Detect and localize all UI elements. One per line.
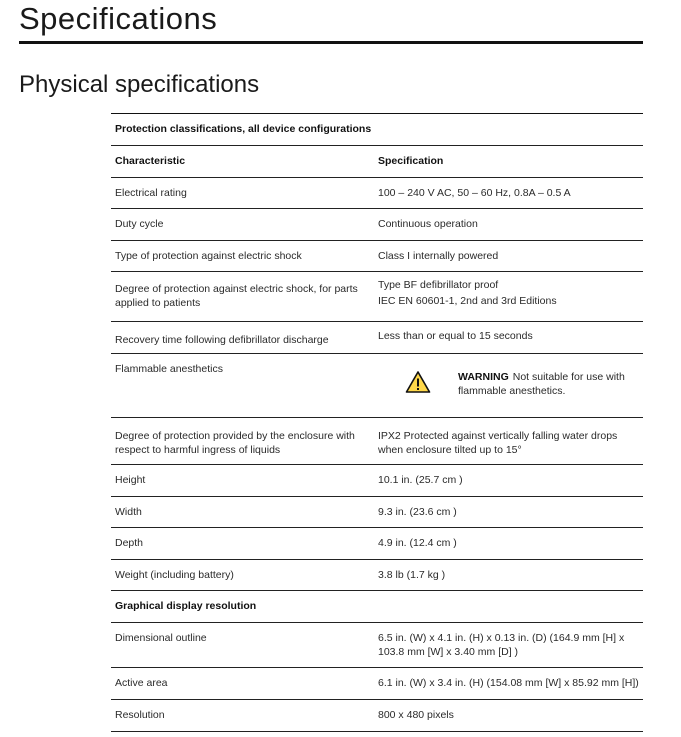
table-row: [111, 528, 643, 560]
row-specification: 3.8 lb (1.7 kg ): [378, 569, 446, 581]
group-title-protection: Protection classifications, all device configurations: [115, 123, 372, 135]
row-specification: 6.1 in. (W) x 3.4 in. (H) (154.08 mm [W] x 85.92 mm [H]): [378, 677, 639, 689]
group-title-display: Graphical display resolution: [115, 600, 257, 612]
row-characteristic: Flammable anesthetics: [115, 363, 223, 375]
row-characteristic: Degree of protection provided by the enclosure with respect to harmful ingress of liquids: [115, 430, 355, 456]
warning-message: [458, 370, 638, 398]
section-title: Physical specifications: [19, 71, 260, 98]
row-characteristic: Weight (including battery): [115, 569, 234, 581]
warning-text: Not suitable for use with flammable anesthetics.: [458, 371, 625, 397]
row-characteristic: Recovery time following defibrillator discharge: [115, 334, 329, 346]
table-row: [111, 418, 643, 465]
table-row: [111, 623, 643, 668]
title-rule: [19, 41, 643, 44]
header-characteristic: Characteristic: [115, 155, 186, 167]
warning-label: WARNING: [458, 371, 509, 383]
table-row: [111, 178, 643, 209]
row-characteristic: Width: [115, 506, 142, 518]
table-row: [111, 560, 643, 591]
row-specification: 10.1 in. (25.7 cm ): [378, 474, 463, 486]
row-characteristic: Depth: [115, 537, 144, 549]
spec-line-2: IEC EN 60601-1, 2nd and 3rd Editions: [378, 295, 557, 307]
header-specification: Specification: [378, 155, 444, 167]
table-row: [111, 700, 643, 732]
row-specification: 6.5 in. (W) x 4.1 in. (H) x 0.13 in. (D) (164.9 mm [H] x 103.8 mm [W] x 3.40 mm [D] ): [378, 632, 625, 658]
row-specification: 4.9 in. (12.4 cm ): [378, 537, 457, 549]
row-characteristic: Active area: [115, 677, 168, 689]
table-row: [111, 209, 643, 241]
table-row: [111, 241, 643, 272]
table-row: [111, 465, 643, 497]
page-title: Specifications: [19, 1, 218, 36]
row-specification: Continuous operation: [378, 218, 478, 230]
table-row: [111, 497, 643, 528]
table-row: [111, 272, 643, 322]
row-characteristic: Degree of protection against electric shock, for parts applied to patients: [115, 283, 358, 309]
row-characteristic: Resolution: [115, 709, 165, 721]
row-specification: 800 x 480 pixels: [378, 709, 454, 721]
row-characteristic: Dimensional outline: [115, 632, 207, 644]
row-specification: IPX2 Protected against vertically falling water drops when enclosure tilted up to 15°: [378, 430, 618, 456]
row-characteristic: Electrical rating: [115, 187, 187, 199]
table-row-warning: [111, 354, 643, 418]
row-specification: Less than or equal to 15 seconds: [378, 330, 533, 342]
row-specification: [378, 278, 640, 308]
row-specification: 100 – 240 V AC, 50 – 60 Hz, 0.8A – 0.5 A: [378, 187, 571, 199]
row-specification: 9.3 in. (23.6 cm ): [378, 506, 457, 518]
warning-triangle-icon: [405, 370, 431, 394]
row-characteristic: Height: [115, 474, 146, 486]
row-specification: Class I internally powered: [378, 250, 499, 262]
row-characteristic: Duty cycle: [115, 218, 164, 230]
spec-line-1: Type BF defibrillator proof: [378, 279, 499, 291]
row-characteristic: Type of protection against electric shock: [115, 250, 302, 262]
table-header-row: [111, 146, 643, 178]
table-row: [111, 668, 643, 700]
spec-table: [111, 113, 643, 732]
table-group-title-row: [111, 591, 643, 623]
table-row: [111, 322, 643, 354]
table-group-title-row: [111, 114, 643, 146]
